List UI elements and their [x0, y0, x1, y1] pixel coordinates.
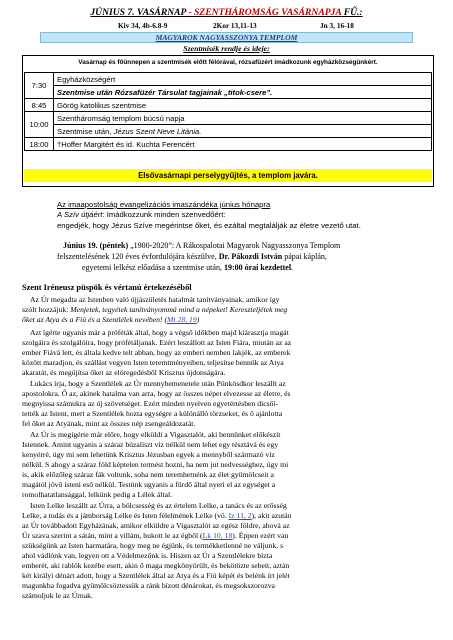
- article-line: Azt ígérte ugyanis már a próféták által, hogy a végső időkben majd kiárasztja magát: [30, 328, 289, 337]
- collection-note: Elsővasárnapi perselygyűjtés, a templom javára.: [24, 169, 432, 182]
- event-line-2: [57, 252, 327, 261]
- event-speaker: Dr. Pákozdi István: [218, 252, 283, 261]
- event-text: egyetemi lelkész előadása a szentmise után,: [82, 263, 224, 272]
- prayer-subheading: [57, 210, 226, 219]
- table-row: [25, 125, 432, 138]
- reading-first: Kiv 34, 4b-6.8-9: [118, 21, 168, 30]
- page-title: [0, 7, 453, 18]
- reading-gospel: Jn 3, 16-18: [320, 21, 354, 30]
- title-feast: - SZENTHÁROMSÁG VASÁRNAPJA: [186, 7, 342, 18]
- article-text: ): [196, 315, 200, 324]
- title-main: JÚNIUS 7. VASÁRNAP: [90, 7, 187, 18]
- mass-intention: Görög katolikus szentmise: [54, 99, 432, 112]
- article-line: akaratát, és megújítsa őket az elöregedésből Krisztus újdonságára.: [22, 368, 226, 377]
- mass-note-b: Jézus Szent Neve Litánia.: [113, 126, 202, 136]
- article-line: számoljuk le az Úrnak.: [22, 591, 93, 600]
- mass-note-a: Szentmise után Rózsafüzér Társulat tagjainak: [57, 87, 225, 97]
- article-line: fel őket az Atyának, mint az összes nép zsengeáldozatát.: [22, 419, 196, 428]
- article-line: [22, 511, 292, 520]
- article-line: között maradjon, és szállást vegyen Isten teremtményeiben, teljesítse bennük az Atya: [22, 358, 284, 367]
- mass-intention: Szentháromság templom búcsú napja: [54, 112, 432, 125]
- schedule-box: [22, 55, 434, 187]
- event-line-3: [82, 263, 293, 272]
- prayer-subheading-rest: : Imádkozzunk minden szenvedőért:: [102, 210, 226, 219]
- article-text: ), akit azután: [251, 511, 292, 520]
- mass-note: [54, 125, 432, 138]
- article-line: Lukács írja, hogy a Szentlélek az Úr mennybemenetele után Pünkösdkor leszállt az: [30, 379, 286, 388]
- article-line: [22, 305, 287, 314]
- article-line: magunkba fogadva gyümölcsöztessük a ránk bízott dénárokat, és megsokszorozva: [22, 581, 275, 590]
- article-line: tették az Istent, mert a Szentlélek hozta egységre a különálló törzseket, és ő ajánlotta: [22, 409, 283, 418]
- mass-time: 8:45: [25, 99, 54, 112]
- mass-time: 18:00: [25, 138, 54, 151]
- article-line: Az Úr megadta az Istenben való újjászületés hatalmát tanítványainak, amikor így: [30, 295, 280, 304]
- scripture-link[interactable]: Iz 11, 2: [228, 511, 252, 520]
- article-line: két királyi dénárt adott, hogy a Szentlélek által az Atya és a Fiú képét és belénk írt jelét: [22, 571, 290, 580]
- article-line: is, akik előzőleg száraz fák voltunk, soha nem teremhetnénk az élet gyümölcseit a: [22, 470, 274, 479]
- mass-note-a: Szentmise után,: [57, 126, 114, 136]
- table-row: [25, 138, 432, 151]
- article-line: apostolokra. Ő az, akinek hatalma van arra, hogy az összes népet elvezesse az életre, és: [22, 389, 291, 398]
- article-line: szolgáira és szolgálóira, hogy prófétáljanak. Ezért leszállott az Isten Fiára, miután az az: [22, 338, 292, 347]
- schedule-note: Vasárnap és főünnepen a szentmisék előtt félórával, rózsafüzért imádkozunk egyházközségünkért.: [78, 59, 378, 66]
- table-row: [25, 99, 432, 112]
- event-text: .: [291, 263, 294, 272]
- article-line: az Úr továbbadott Egyházának, amikor elküldte a Vigasztalót az egész földre, ahová az: [22, 521, 290, 530]
- article-line: [22, 315, 199, 324]
- article-text: Lelke, a tudás és a jámborság Lelke és Isten félelmének Lelke (vö.: [22, 511, 229, 520]
- title-abbr: FŰ.:: [341, 7, 363, 18]
- event-text: pápai káplán,: [282, 252, 327, 261]
- event-time: 19:00 órai kezdettel: [223, 263, 292, 272]
- scripture-link[interactable]: Mt 28, 19: [167, 315, 197, 324]
- article-line: szükségünk az Isten harmatára, hogy meg ne égjünk, és termékketlenné ne váljunk, s: [22, 541, 284, 550]
- mass-time: 7:30: [25, 73, 54, 99]
- reading-second: 2Kor 13,11-13: [213, 21, 257, 30]
- prayer-subheading-italic: A Szív útjáért: [57, 210, 103, 219]
- event-date: Június 19. (péntek): [63, 241, 129, 250]
- article-line: [22, 531, 288, 540]
- table-row: [25, 112, 432, 125]
- mass-intention: †Hoffer Margitért és id. Kuchta Ferencért: [54, 138, 432, 151]
- article-text: ). Éppen ezért van: [232, 531, 289, 540]
- article-line: romolhatatlansággal, lelkünk pedig a Lélek által.: [22, 490, 173, 499]
- prayer-line: engedjék, hogy Jézus Szíve megérintse őket, és ezáltal megtalálják az életre vezető utat.: [57, 221, 361, 230]
- schedule-title: Szentmisék rendje és ideje:: [183, 44, 270, 53]
- article-quote: Menjetek, tegyétek tanítványommá mind a népeket! Kereszteljétek meg: [70, 305, 288, 314]
- article-text: Úr szava szerint a sátán, mint a villám, bukott le az égből (: [22, 531, 203, 540]
- table-row: [25, 73, 432, 86]
- church-name: MAGYAROK NAGYASSZONYA TEMPLOM: [40, 32, 413, 43]
- table-row: [25, 86, 432, 99]
- mass-intention: Egyházközségért: [54, 73, 432, 86]
- article-line: Istennek. Amint ugyanis a száraz búzaliszt víz nélkül nem lehet egy tésztává és egy: [22, 440, 279, 449]
- article-line: nélkül. S ahogy a száraz föld képtelen termést hozni, ha nem jut nedvességhez, úgy mi: [22, 460, 289, 469]
- article-line: Az Úr is megígérte már előre, hogy elküldi a Vigasztalót, aki bennünket előkészít: [30, 430, 281, 439]
- scripture-link[interactable]: Lk 10, 18: [202, 531, 233, 540]
- mass-note: [54, 86, 432, 99]
- schedule-table: [24, 72, 432, 151]
- article-text: szólt hozzájuk:: [22, 305, 71, 314]
- article-line: ember Fiává lett, és általa kedve telt abban, hogy az emberi nemben lakjék, az emberek: [22, 348, 291, 357]
- article-title: Szent Iréneusz püspök és vértanú értekezéséből: [22, 283, 192, 292]
- prayer-heading: Az imaapostolság evangelizációs imaszándéka június hónapra: [57, 200, 271, 209]
- article-line: Isten Lelke leszállt az Úrra, a bölcsesség és az értelem Lelke, a tanács és az erősség: [30, 501, 287, 510]
- article-line: magától jövő isteni eső nélkül. Testünk ugyanis a fürdő által nyeri el az egységet a: [22, 480, 276, 489]
- article-quote: őket az Atya és a Fiú és a Szentlélek nevében! (: [22, 315, 168, 324]
- article-line: emberét, aki rablók kezébe esett, akin ő maga megkönyörült, és bekötözte sebeit, aztán: [22, 561, 290, 570]
- article-line: ahol vádlónk van, legyen ott a Védelmezőnk is. Hiszen az Úr a Szentlélekre bízta: [22, 551, 273, 560]
- mass-time: 10:00: [25, 112, 54, 138]
- event-text: felszentelésének 120 éves évfordulójára készülve,: [57, 252, 219, 261]
- event-title: „1900-2020”: A Rákospalotai Magyarok Nagyasszonya Templom: [128, 241, 341, 250]
- article-line: megnyissa számukra az új szövetséget. Ezért minden nyelven egyetértésben dicsőí-: [22, 399, 279, 408]
- mass-note-b: „titok-csere”.: [224, 87, 273, 97]
- article-line: kenyérré, úgy mi sem lehetünk Krisztus Jézusban egyek a mennyből származó víz: [22, 450, 275, 459]
- event-line-1: [63, 241, 340, 250]
